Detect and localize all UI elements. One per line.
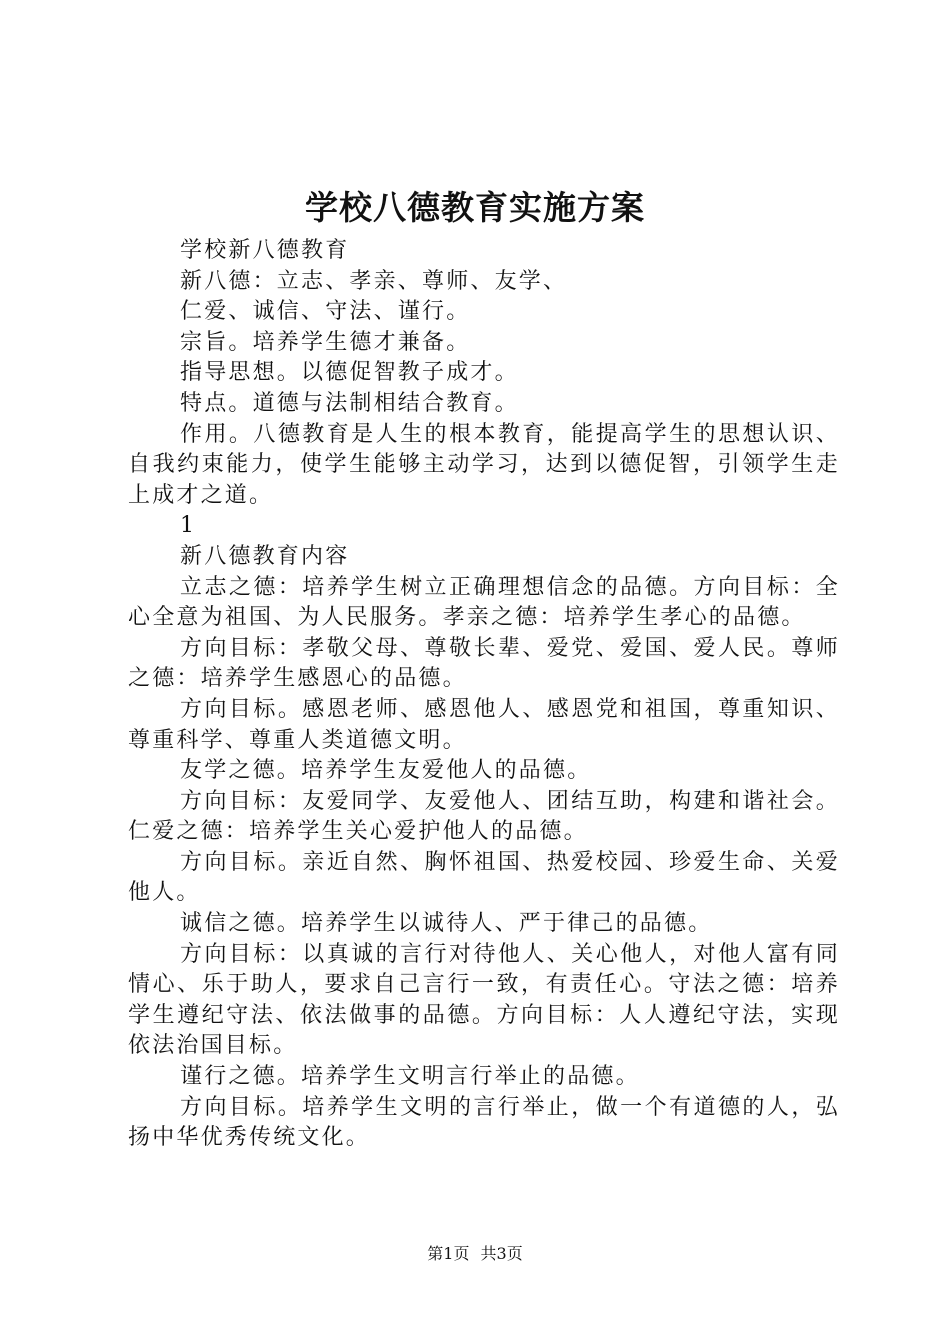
paragraph: 方向目标。培养学生文明的言行举止，做一个有道德的人，弘扬中华优秀传统文化。 [128,1094,840,1151]
paragraph: 新八德：立志、孝亲、尊师、友学、 [180,268,568,294]
page-footer [0,1243,950,1265]
paragraph: 谨行之德。培养学生文明言行举止的品德。 [180,1064,640,1090]
paragraph: 仁爱、诚信、守法、谨行。 [180,299,471,325]
paragraph: 方向目标：以真诚的言行对待他人、关心他人，对他人富有同情心、乐于助人，要求自己言行一致，有责任心。守法之德：培养学生遵纪守法、依法做事的品德。方向目标：人人遵纪守法，实现依法治国目标。 [128,941,840,1059]
paragraph: 方向目标。亲近自然、胸怀祖国、热爱校园、珍爱生命、关爱他人。 [128,849,840,906]
page-number: 第1页 [427,1244,470,1263]
paragraph: 方向目标：孝敬父母、尊敬长辈、爱党、爱国、爱人民。尊师之德：培养学生感恩心的品德。 [128,635,840,692]
document-body [128,236,840,1154]
paragraph: 指导思想。以德促智教子成才。 [180,360,519,386]
paragraph: 作用。八德教育是人生的根本教育，能提高学生的思想认识、自我约束能力，使学生能够主动学习，达到以德促智，引领学生走上成才之道。 [128,421,840,508]
document-title: 学校八德教育实施方案 [305,188,645,227]
paragraph: 方向目标。感恩老师、感恩他人、感恩党和祖国，尊重知识、尊重科学、尊重人类道德文明。 [128,696,840,753]
paragraph: 友学之德。培养学生友爱他人的品德。 [180,758,592,784]
section-heading: 新八德教育内容 [180,543,350,569]
paragraph: 诚信之德。培养学生以诚待人、严于律己的品德。 [180,911,713,937]
page-total: 共3页 [480,1244,523,1263]
paragraph: 立志之德：培养学生树立正确理想信念的品德。方向目标：全心全意为祖国、为人民服务。孝亲之德：培养学生孝心的品德。 [128,574,840,631]
paragraph: 方向目标：友爱同学、友爱他人、团结互助，构建和谐社会。仁爱之德：培养学生关心爱护他人的品德。 [128,788,840,845]
paragraph: 宗旨。培养学生德才兼备。 [180,329,471,355]
paragraph: 特点。道德与法制相结合教育。 [180,390,519,416]
section-number: 1 [180,513,197,539]
paragraph: 学校新八德教育 [180,238,350,263]
